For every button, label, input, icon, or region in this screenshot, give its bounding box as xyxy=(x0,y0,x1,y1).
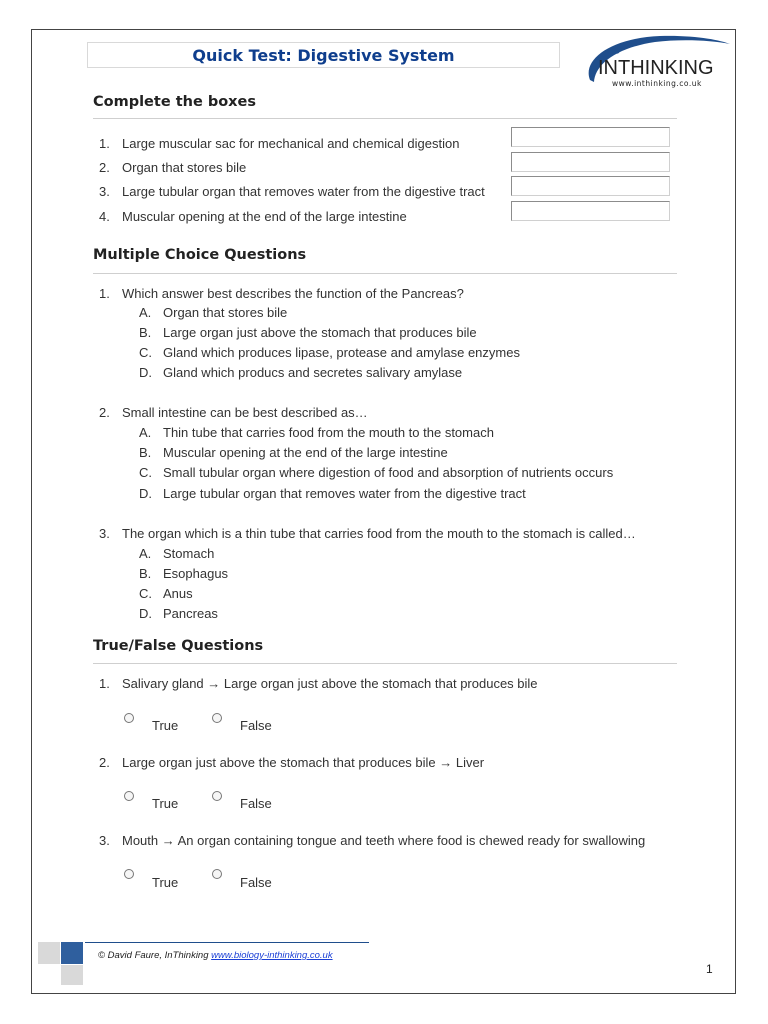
page-number: 1 xyxy=(706,962,713,976)
section-heading-mcq: Multiple Choice Questions xyxy=(93,247,307,263)
section-divider xyxy=(93,663,677,664)
logo-url: www.inthinking.co.uk xyxy=(612,79,702,88)
section-divider xyxy=(93,118,677,119)
false-label: False xyxy=(240,796,272,811)
footer-square xyxy=(61,965,83,985)
section-divider xyxy=(93,273,677,274)
answer-box-2[interactable] xyxy=(511,152,670,172)
section-heading-complete: Complete the boxes xyxy=(93,94,257,110)
logo-text: INTHINKING xyxy=(598,57,714,79)
footer-square xyxy=(38,942,60,964)
false-radio-3[interactable] xyxy=(212,869,222,879)
answer-box-1[interactable] xyxy=(511,127,670,147)
footer-link[interactable]: www.biology-inthinking.co.uk xyxy=(211,950,333,961)
false-radio-1[interactable] xyxy=(212,713,222,723)
answer-box-4[interactable] xyxy=(511,201,670,221)
page-title: Quick Test: Digestive System xyxy=(87,42,560,68)
true-radio-3[interactable] xyxy=(124,869,134,879)
true-radio-1[interactable] xyxy=(124,713,134,723)
true-label: True xyxy=(152,718,179,733)
false-label: False xyxy=(240,875,272,890)
false-radio-2[interactable] xyxy=(212,791,222,801)
true-label: True xyxy=(152,875,179,890)
section-heading-tf: True/False Questions xyxy=(93,638,264,654)
footer-square xyxy=(61,942,83,964)
true-label: True xyxy=(152,796,179,811)
answer-box-3[interactable] xyxy=(511,176,670,196)
false-label: False xyxy=(240,718,272,733)
true-radio-2[interactable] xyxy=(124,791,134,801)
footer-divider xyxy=(85,942,369,943)
footer-credit: © David Faure, InThinking www.biology-inthinking.co.uk xyxy=(98,950,333,961)
